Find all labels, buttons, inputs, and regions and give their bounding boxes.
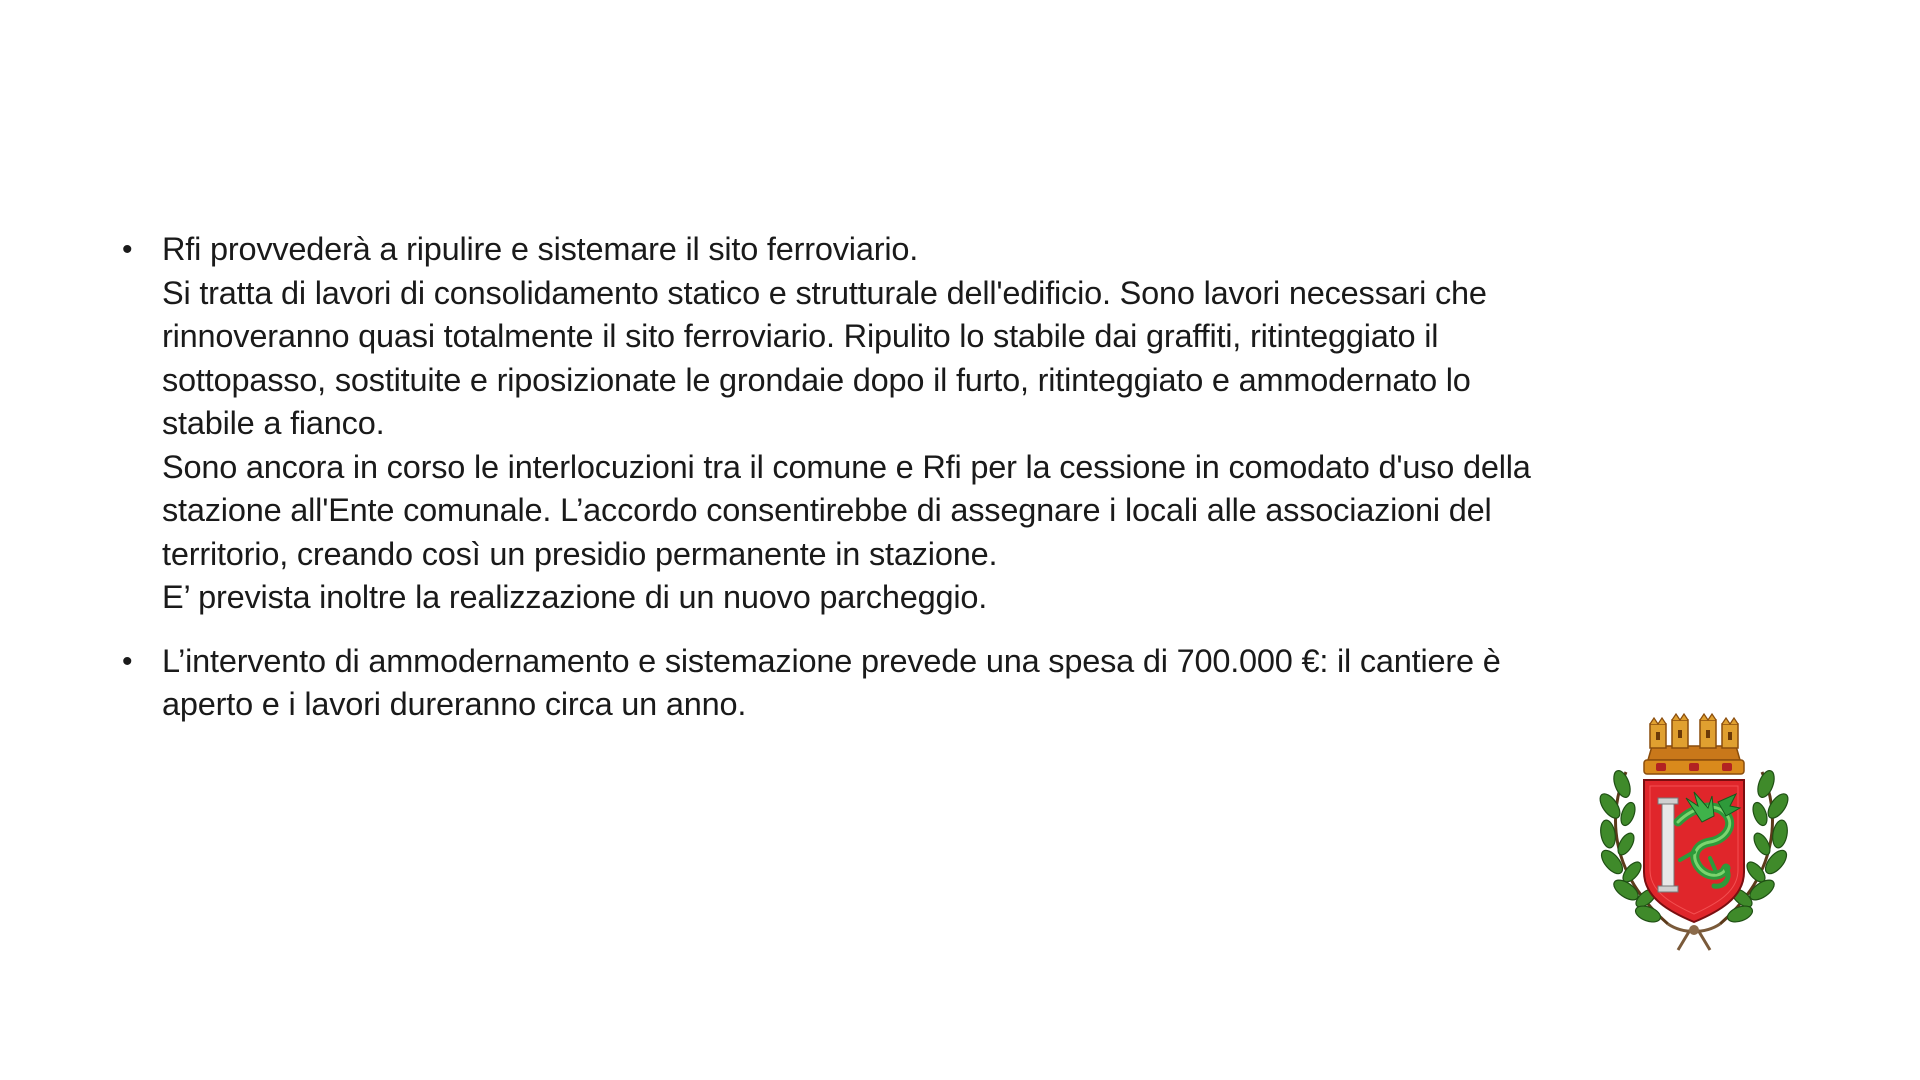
bullet-list (122, 228, 1762, 747)
bullet-text-line: Sono ancora in corso le interlocuzioni tra il comune e Rfi per la cessione in comodato d'uso della (162, 448, 1531, 485)
crown-icon (1644, 714, 1744, 774)
bullet-item (122, 228, 1762, 620)
bullet-item (122, 640, 1762, 727)
bullet-text-line: Si tratta di lavori di consolidamento statico e strutturale dell'edificio. Sono lavori necessari che (162, 274, 1487, 311)
bullet-text-line: territorio, creando così un presidio permanente in stazione. (162, 535, 998, 572)
bullet-text-line: stazione all'Ente comunale. L’accordo consentirebbe di assegnare i locali alle associazioni del (162, 492, 1492, 528)
municipal-coat-of-arms-icon (1598, 702, 1790, 952)
bullet-dot: • (122, 644, 133, 678)
bullet-text-line: stabile a fianco. (162, 405, 385, 441)
bullet-text-line: E’ prevista inoltre la realizzazione di un nuovo parcheggio. (162, 579, 988, 615)
ribbon-knot-icon (1668, 924, 1720, 950)
bullet-text-line: aperto e i lavori dureranno circa un anno. (162, 686, 747, 722)
bullet-text-line: rinnoveranno quasi totalmente il sito ferroviario. Ripulito lo stabile dai graffiti, ritinteggiato il (162, 318, 1439, 354)
bullet-text-line: sottopasso, sostituite e riposizionate le grondaie dopo il furto, ritinteggiato e ammodernato lo (162, 361, 1471, 398)
bullet-text-line: L’intervento di ammodernamento e sistemazione prevede una spesa di 700.000 €: il cantiere è (162, 642, 1501, 679)
bullet-text-line: Rfi provvederà a ripulire e sistemare il sito ferroviario. (162, 231, 919, 267)
bullet-dot: • (122, 233, 133, 266)
